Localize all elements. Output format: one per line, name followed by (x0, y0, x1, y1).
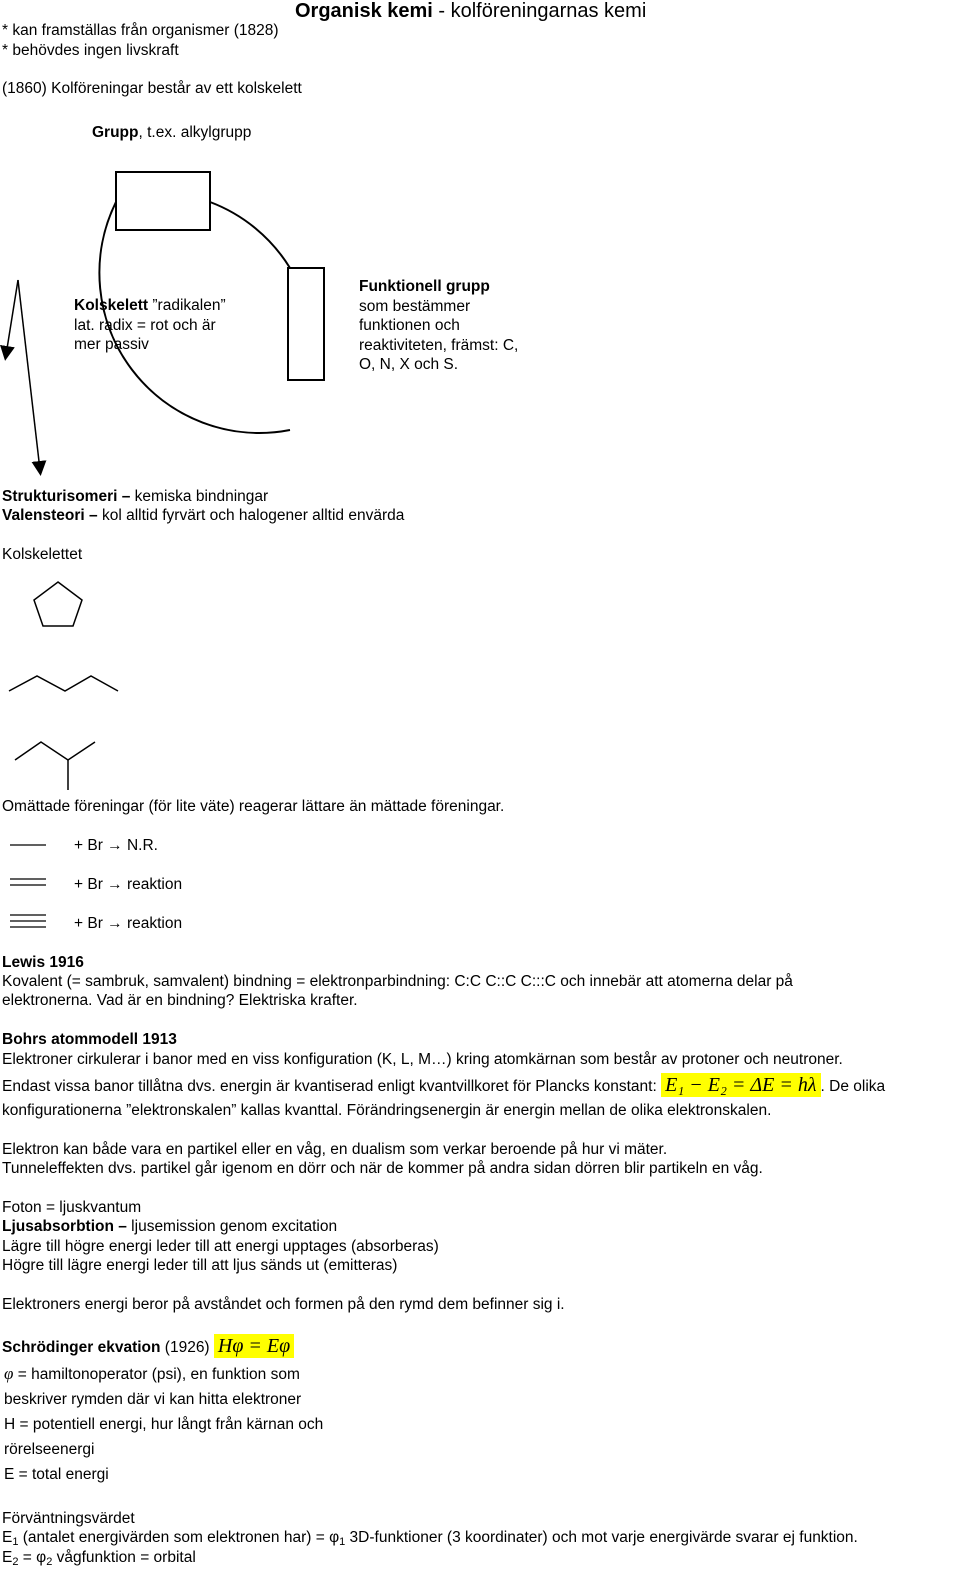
group-label-bold: Grupp (92, 124, 139, 141)
skeleton-label-rest: ”radikalen” (148, 297, 226, 314)
h-line-1: H = potentiell energi, hur långt från kärnan och (4, 1416, 324, 1433)
energy-line: Elektroners energi beror på avståndet och formen på den rymd dem befinner sig i. (2, 1296, 565, 1313)
bohr-line-2-pre: Endast vissa banor tillåtna dvs. energin är kvantiserad enligt kvantvillkoret för Plancks konstant: (2, 1078, 657, 1095)
struct-bold: Strukturisomeri – (2, 488, 131, 505)
photon-line-2 (2, 1217, 337, 1237)
bond-row-3-prefix: + Br (74, 915, 108, 932)
e2-rest: = φ (18, 1549, 47, 1566)
schrodinger-rest: (1926) (160, 1339, 210, 1356)
e2-rest2: vågfunktion = orbital (52, 1549, 196, 1566)
lewis-line-1: Kovalent (= sambruk, samvalent) bindning = elektronparbindning: C:C C::C C:::C och innebär att atomerna delar på (2, 973, 793, 990)
e1-rest2: 3D-funktioner (3 koordinater) och mot varje energivärde svarar ej funktion. (345, 1529, 858, 1546)
struct-rest: kemiska bindningar (130, 488, 269, 505)
valens-bold: Valensteori – (2, 507, 98, 524)
functional-line-4: reaktiviteten, främst: C, (359, 337, 519, 354)
functional-group-bold: Funktionell grupp (359, 278, 490, 295)
skeleton-line-3: mer passiv (74, 336, 149, 353)
e1-sub2: 1 (339, 1536, 346, 1548)
bohr-line-2 (2, 1073, 885, 1099)
kolskelettet-label: Kolskelettet (2, 546, 83, 563)
lewis-heading-text: Lewis 1916 (2, 954, 84, 971)
bond-row-1-result: N.R. (122, 837, 158, 854)
schrodinger-heading (2, 1333, 294, 1361)
arrow-icon: → (107, 837, 123, 854)
functional-line-3: funktionen och (359, 317, 460, 334)
photon-line-2-bold: Ljusabsorbtion – (2, 1218, 127, 1235)
expectation-e2 (2, 1548, 196, 1568)
photon-line-4: Högre till lägre energi leder till att ljus sänds ut (emitteras) (2, 1257, 398, 1274)
bond-row-3 (74, 914, 182, 934)
expectation-e1 (2, 1528, 858, 1548)
arrow-icon: → (107, 915, 123, 932)
arrow-icon: → (107, 876, 123, 893)
expectation-heading: Förväntningsvärdet (2, 1510, 135, 1527)
title-bold: Organisk kemi (295, 0, 433, 22)
bohr-line-1: Elektroner cirkulerar i banor med en viss konfiguration (K, L, M…) kring atomkärnan som består av protoner och neutroner. (2, 1051, 843, 1068)
bond-row-2 (74, 875, 182, 895)
functional-line-2: som bestämmer (359, 298, 471, 315)
e2-sub2: 2 (46, 1556, 53, 1568)
title-rest: - kolföreningarnas kemi (432, 0, 647, 22)
phi-line-2: beskriver rymden där vi kan hitta elektroner (4, 1391, 302, 1408)
phi-line-1 (4, 1364, 300, 1385)
e-line: E = total energi (4, 1466, 109, 1483)
dualism-line-1: Elektron kan både vara en partikel eller en våg, en dualism som verkar beroende på hur vi mäter. (2, 1141, 668, 1158)
bond-row-3-result: reaktion (122, 915, 183, 932)
bond-row-2-result: reaktion (122, 876, 183, 893)
e1-rest: (antalet energivärden som elektronen har) = φ (18, 1529, 340, 1546)
intro-line-1: * kan framställas från organismer (1828) (2, 22, 279, 39)
bond-row-2-prefix: + Br (74, 876, 108, 893)
phi-desc: = hamiltonoperator (psi), en funktion som (13, 1366, 300, 1383)
group-label-rest: , t.ex. alkylgrupp (138, 124, 252, 141)
intro-line-3: (1860) Kolföreningar består av ett kolskelett (2, 80, 302, 97)
photon-line-2-rest: ljusemission genom excitation (126, 1218, 338, 1235)
intro-line-2: * behövdes ingen livskraft (2, 42, 179, 59)
skeleton-label-bold: Kolskelett (74, 297, 149, 314)
bohr-line-2-post: . De olika (820, 1078, 886, 1095)
bohr-heading (2, 1030, 177, 1050)
h-line-2: rörelseenergi (4, 1441, 95, 1458)
lewis-heading (2, 953, 84, 973)
schrodinger-formula: Hφ = Eφ (214, 1334, 294, 1358)
e1-symbol: E (2, 1529, 13, 1546)
e2-sub: 2 (12, 1556, 19, 1568)
photon-line-1: Foton = ljuskvantum (2, 1199, 142, 1216)
phi-symbol: φ (4, 1364, 14, 1383)
lewis-line-2: elektronerna. Vad är en bindning? Elektriska krafter. (2, 992, 358, 1009)
bohr-heading-text: Bohrs atommodell 1913 (2, 1031, 177, 1048)
planck-formula: E₁ − E₂ = ΔE = hλ (661, 1073, 820, 1097)
unsaturated-text: Omättade föreningar (för lite väte) reagerar lättare än mättade föreningar. (2, 798, 505, 815)
bond-row-1 (74, 836, 158, 856)
valens-rest: kol alltid fyrvärt och halogener alltid envärda (97, 507, 405, 524)
photon-line-3: Lägre till högre energi leder till att energi upptages (absorberas) (2, 1238, 439, 1255)
e2-symbol: E (2, 1549, 13, 1566)
functional-line-5: O, N, X och S. (359, 356, 459, 373)
bond-row-1-prefix: + Br (74, 837, 108, 854)
schrodinger-bold: Schrödinger ekvation (2, 1339, 161, 1356)
skeleton-line-2: lat. radix = rot och är (74, 317, 216, 334)
dualism-line-2: Tunneleffekten dvs. partikel går igenom en dörr och när de kommer på andra sidan dörren blir partikeln en våg. (2, 1160, 763, 1177)
e1-sub: 1 (12, 1536, 19, 1548)
bohr-line-3: konfigurationerna ”elektronskalen” kallas kvanttal. Förändringsenergin är energin mellan de olika elektronskalen. (2, 1102, 772, 1119)
